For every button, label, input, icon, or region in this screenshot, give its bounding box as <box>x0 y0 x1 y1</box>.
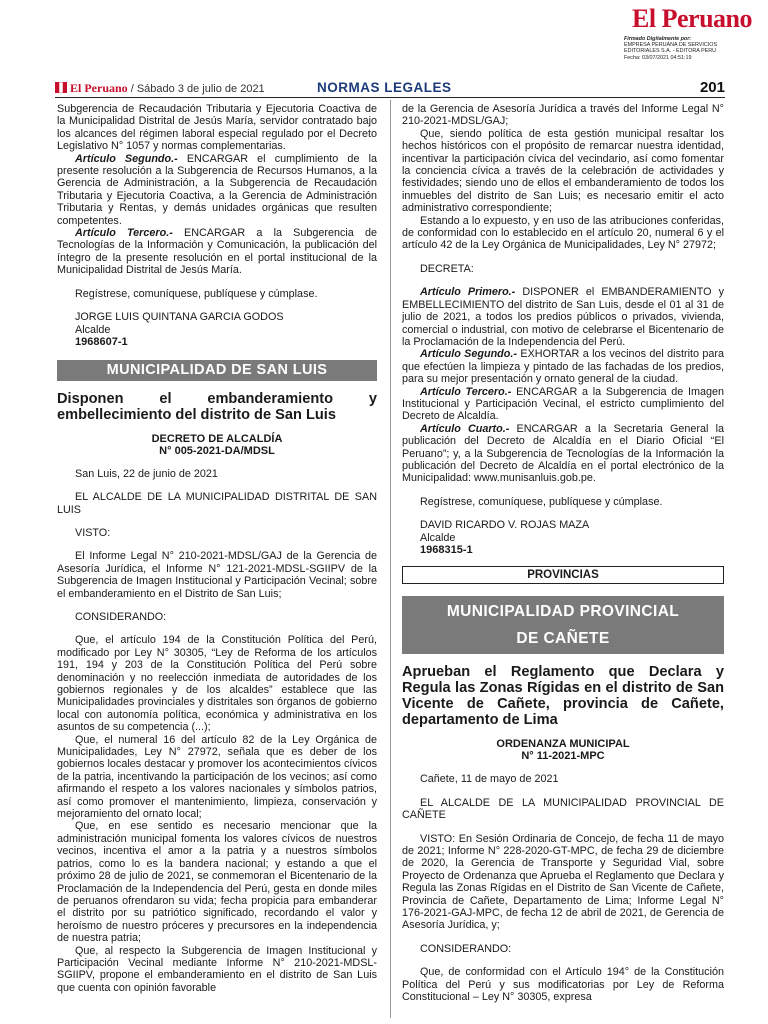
article-label: Artículo Cuarto.- <box>420 422 510 435</box>
article-second <box>402 348 724 385</box>
banner-line: DE CAÑETE <box>516 630 610 648</box>
article-text: ENCARGAR a la Secretaria General la publicación del Decreto de Alcaldía en el Diario Oficial “El Peruano”; y, a la Subgerencia de Tecnologías de la Información la publicación del Decreto de Alcaldía en el portal electrónico de la Municipalidad: www.munisanluis.gob.pe. <box>402 422 724 485</box>
headline: Disponen el embanderamiento y embellecimiento del distrito de San Luis <box>57 390 377 423</box>
article-label: Artículo Primero.- <box>420 286 516 299</box>
header-date: / Sábado 3 de julio de 2021 <box>130 83 265 95</box>
considerando-label: CONSIDERANDO: <box>75 610 167 623</box>
banner-line: MUNICIPALIDAD PROVINCIAL <box>446 603 680 621</box>
municipality-banner <box>402 596 724 654</box>
visto-text: VISTO: En Sesión Ordinaria de Concejo, de fecha 11 de mayo de 2021; Informe N° 228-2020-GT-MPC, de fecha 29 de diciembre de 2020, la Gerencia de Transporte y Seguridad Vial, sobre Proyecto de Ordenanza que Aprueba el Reglamento que Declara y Regula las Zonas Rígidas en el Distrito de San Vicente de Cañete, Provincia de Cañete, Departamento de Lima; Informe Legal N° 176-2021-GAJ-MPC, de fecha 12 de abril de 2021, de Gerencia de Asesoría Jurídica, y; <box>402 832 724 932</box>
signature-line: EMPRESA PERUANA DE SERVICIOS <box>624 42 718 49</box>
article-third <box>57 227 377 277</box>
page-number: 201 <box>699 79 725 96</box>
signer-name: DAVID RICARDO V. ROJAS MAZA <box>420 519 590 532</box>
paragraph: Que, siendo política de esta gestión municipal resaltar los hechos históricos con el propósito de remarcar nuestra identidad, incentivar la participación cívica del vecindario, así como fomentar la conciencia cívica a través de la celebración de actividades y festividades; siendo uno de ellos el embanderamiento de todos los inmuebles del distrito de San Luis; es necesario emitir el acto administrativo correspondiente; <box>402 127 724 215</box>
decree-title: DECRETO DE ALCALDÍA <box>151 432 283 445</box>
paragraph: Subgerencia de Recaudación Tributaria y Ejecutoria Coactiva de la Municipalidad Distrital de Jesús María, servidor contratado bajo los alcances del régimen laboral especial regulado por el Decreto Legislativo N° 1057 y normas complementarias. <box>57 103 377 153</box>
article-label: Artículo Segundo.- <box>420 348 517 361</box>
el-peruano-logo: El Peruano <box>632 4 752 33</box>
registration-number: 1968315-1 <box>420 544 473 556</box>
closing-formula: Regístrese, comuníquese, publíquese y cúmplase. <box>75 287 318 300</box>
decreta-label: DECRETA: <box>420 262 474 275</box>
left-column <box>57 103 377 994</box>
headline: Aprueban el Reglamento que Declara y Regula las Zonas Rígidas en el distrito de San Vicente de Cañete, provincia de Cañete, departamento de Lima <box>402 664 724 729</box>
article-text: EXHORTAR a los vecinos del distrito para que efectúen la limpieza y pintado de las fachadas de los predios, para su mejor presentación y ornato general de la ciudad. <box>402 348 724 386</box>
considering-paragraph: Que, de conformidad con el Artículo 194° de la Constitución Política del Perú y sus modificatorias por Ley de Reforma Constitucional – Ley N° 30305, expresa <box>402 966 724 1004</box>
signature-line: Firmado Digitalmente por: <box>624 36 692 42</box>
article-first <box>402 286 724 348</box>
authority: EL ALCALDE DE LA MUNICIPALIDAD PROVINCIAL DE CAÑETE <box>402 796 724 822</box>
article-text: ENCARGAR el cumplimiento de la presente resolución a la Subgerencia de Recursos Humanos, a la Gerencia de Administración, a la Subgerencia de Recaudación Tributaria y Ejecutoria Coactiva, a la Gerencia de Administración Tributaria y Rentas, y demás unidades orgánicas que resulten competentes. <box>57 152 377 227</box>
considering-paragraph: Que, el artículo 194 de la Constitución Política del Perú, modificado por Ley N° 30305, “Ley de Reforma de los artículos 191, 194 y 203 de la Constitución Política del Perú sobre denominación y no reelección inmediata de autoridades de los gobiernos regionales y de los alcaldes” establece que las Municipalidades provinciales y distritales son órganos de gobierno local con autonomía política, económica y administrativa en los asuntos de su competencia (...); <box>57 634 377 734</box>
column-divider <box>390 100 391 1018</box>
signer-name: JORGE LUIS QUINTANA GARCIA GODOS <box>75 311 284 324</box>
municipality-banner: MUNICIPALIDAD DE SAN LUIS <box>57 360 377 380</box>
visto-label: VISTO: <box>75 526 111 539</box>
visto-text: El Informe Legal N° 210-2021-MDSL/GAJ de la Gerencia de Asesoría Jurídica, el Informe N° 121-2021-MDSL-SGIIPV de la Subgerencia de Imagen Institucional y Participación Vecinal; sobre el embanderamiento en el Distrito de San Luis; <box>57 550 377 600</box>
header-brand: El Peruano <box>70 81 128 95</box>
article-label: Artículo Segundo.- <box>75 152 178 165</box>
closing-formula: Regístrese, comuníquese, publíquese y cúmplase. <box>420 495 663 508</box>
section-title: NORMAS LEGALES <box>317 80 452 95</box>
signer-role: Alcalde <box>75 323 111 336</box>
considerando-label: CONSIDERANDO: <box>420 942 512 955</box>
digital-signature <box>624 36 764 61</box>
place-date: Cañete, 11 de mayo de 2021 <box>420 773 559 786</box>
article-text: ENCARGAR a la Subgerencia de Imagen Institucional y Participación Vecinal, el estricto cumplimiento del Decreto de Alcaldía. <box>402 385 724 423</box>
signer-role: Alcalde <box>420 531 456 544</box>
article-text: DISPONER el EMBANDERAMIENTO y EMBELLECIMIENTO del distrito de San Luis, desde el 01 al 31 de julio de 2021, a todos los predios públicos o privados, vivienda, comercial o industrial, con motivo de celebrarse el Bicentenario de la Proclamación de la Independencia del Perú. <box>402 286 724 348</box>
considering-paragraph: Que, al respecto la Subgerencia de Imagen Institucional y Participación Vecinal mediante Informe N° 210-2021-MDSL-SGIIPV, propone el embanderamiento en el distrito de San Luis que cuenta con opinión favorable <box>57 944 377 994</box>
considering-paragraph: Que, el numeral 16 del artículo 82 de la Ley Orgánica de Municipalidades, Ley N° 27972, señala que es deber de los gobiernos locales destacar y promover los acontecimientos cívicos de la patria, incentivando la participación de los vecinos; así como afirmando el respeto a los valores nacionales y símbolos patrios, así como promover el mantenimiento, limpieza, conservación y mejoramiento del ornato local; <box>57 733 377 821</box>
article-label: Artículo Tercero.- <box>75 227 173 240</box>
article-label: Artículo Tercero.- <box>420 385 512 398</box>
registration-number: 1968607-1 <box>75 335 128 348</box>
authority: EL ALCALDE DE LA MUNICIPALIDAD DISTRITAL DE SAN LUIS <box>57 491 377 516</box>
header-left <box>55 81 265 96</box>
considering-paragraph: Que, en ese sentido es necesario mencionar que la administración municipal fomenta los valores cívicos de nuestros vecinos, incentiva el amor a la patria y a nuestros símbolos patrios, como lo es la bandera nacional; y estando a que el próximo 28 de julio de 2021, se conmemoran el Bicentenario de la Proclamación de la Independencia del Perú, gesta en donde miles de peruanos ofrendaron su vida; fecha propicia para embanderar el distrito por su patriótico significado, recordando el valor y heroísmo de nuestro próceres y precursores en la independencia de nuestra patria; <box>57 820 377 945</box>
place-date: San Luis, 22 de junio de 2021 <box>75 467 218 480</box>
paragraph: de la Gerencia de Asesoría Jurídica a través del Informe Legal N° 210-2021-MDSL/GAJ; <box>402 103 724 128</box>
peru-emblem-icon <box>55 82 67 93</box>
article-text: ENCARGAR a la Subgerencia de Tecnologías de la Información y Comunicación, la publicación del íntegro de la presente resolución en el portal institucional de la Municipalidad Distrital de Jesús María. <box>57 227 378 277</box>
brand-block <box>602 4 752 34</box>
section-box-provincias: PROVINCIAS <box>402 566 724 584</box>
article-second <box>57 153 377 227</box>
ordinance-title: ORDENANZA MUNICIPAL <box>496 738 630 751</box>
right-column <box>402 103 724 1004</box>
ordinance-number: N° 11-2021-MPC <box>521 750 605 763</box>
signature-line: Fecha: 03/07/2021 04:51:19 <box>624 54 692 61</box>
decree-number: N° 005-2021-DA/MDSL <box>159 444 275 457</box>
page-header <box>55 78 725 98</box>
article-third <box>402 386 724 423</box>
article-fourth <box>402 423 724 485</box>
signature-line: EDITORIALES S.A. - EDITORA PERU <box>624 48 717 55</box>
paragraph: Estando a lo expuesto, y en uso de las atribuciones conferidas, de conformidad con lo establecido en el artículo 20, numeral 6 y el artículo 42 de la Ley Orgánica de Municipalidades, Ley N° 27972; <box>402 214 724 252</box>
